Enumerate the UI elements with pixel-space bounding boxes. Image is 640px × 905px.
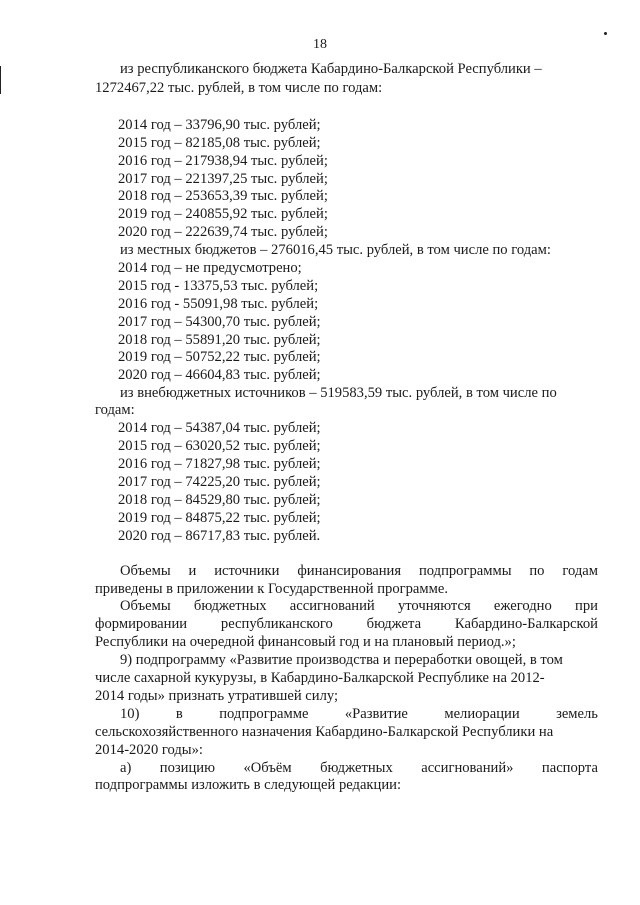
text-line <box>120 598 598 615</box>
text-line: 2020 год – 46604,83 тыс. рублей; <box>118 367 321 383</box>
text-line: 2020 год – 86717,83 тыс. рублей. <box>118 528 321 544</box>
word: источники <box>214 563 280 579</box>
word: а) <box>120 760 132 776</box>
text-line <box>120 760 598 777</box>
text-line: 2019 год – 84875,22 тыс. рублей; <box>118 510 321 526</box>
text-line: 2014-2020 годы»: <box>95 742 203 758</box>
word: подпрограммы <box>418 563 512 579</box>
text-line: 2018 год – 253653,39 тыс. рублей; <box>118 188 328 204</box>
text-line: из местных бюджетов – 276016,45 тыс. рублей, в том числе по годам: <box>120 242 551 258</box>
text-line: годам: <box>95 402 135 418</box>
text-line: из республиканского бюджета Кабардино-Балкарской Республики – <box>120 61 542 77</box>
word: ежегодно <box>493 598 552 614</box>
word: финансирования <box>297 563 402 579</box>
text-line: 2015 год - 13375,53 тыс. рублей; <box>118 278 319 294</box>
text-line: Республики на очередной финансовый год и на плановый период.»; <box>95 634 516 650</box>
text-line: 2014 год – не предусмотрено; <box>118 260 302 276</box>
word: бюджетных <box>193 598 267 614</box>
text-line: 2019 год – 50752,22 тыс. рублей; <box>118 349 321 365</box>
word: паспорта <box>541 760 598 776</box>
word: республиканского <box>220 616 333 632</box>
word: Кабардино-Балкарской <box>454 616 598 632</box>
text-line: 1272467,22 тыс. рублей, в том числе по годам: <box>95 80 383 96</box>
text-line: приведены в приложении к Государственной программе. <box>95 581 448 597</box>
text-line: числе сахарной кукурузы, в Кабардино-Балкарской Республике на 2012- <box>95 670 545 686</box>
text-line: 2016 год – 71827,98 тыс. рублей; <box>118 456 321 472</box>
text-line: 9) подпрограмму «Развитие производства и переработки овощей, в том <box>120 652 563 668</box>
text-line <box>120 706 598 723</box>
text-line: сельскохозяйственного назначения Кабардино-Балкарской Республики на <box>95 724 554 740</box>
text-line: 2015 год – 63020,52 тыс. рублей; <box>118 438 321 454</box>
word: 10) <box>120 706 140 722</box>
text-line: 2016 год – 217938,94 тыс. рублей; <box>118 153 328 169</box>
text-line: 2017 год – 54300,70 тыс. рублей; <box>118 314 321 330</box>
word: бюджета <box>366 616 422 632</box>
word: Объемы <box>120 563 171 579</box>
word: ассигнований <box>289 598 375 614</box>
word: Объемы <box>120 598 171 614</box>
scan-speck <box>604 32 607 35</box>
page-number: 18 <box>313 37 327 52</box>
word: по <box>529 563 545 579</box>
text-line: 2014 годы» признать утратившей силу; <box>95 688 339 704</box>
text-line: 2014 год – 33796,90 тыс. рублей; <box>118 117 321 133</box>
text-line: 2020 год – 222639,74 тыс. рублей; <box>118 224 328 240</box>
word: и <box>188 563 197 579</box>
word: мелиорации <box>444 706 520 722</box>
text-line: 2019 год – 240855,92 тыс. рублей; <box>118 206 328 222</box>
text-line: 2018 год – 55891,20 тыс. рублей; <box>118 332 321 348</box>
text-line: подпрограммы изложить в следующей редакции: <box>95 777 402 793</box>
word: «Развитие <box>344 706 408 722</box>
word: земель <box>556 706 598 722</box>
text-line: 2016 год - 55091,98 тыс. рублей; <box>118 296 319 312</box>
text-line: из внебюджетных источников – 519583,59 тыс. рублей, в том числе по <box>120 385 557 401</box>
word: позицию <box>159 760 216 776</box>
word: при <box>575 598 598 614</box>
text-line: 2017 год – 221397,25 тыс. рублей; <box>118 171 328 187</box>
word: подпрограмме <box>219 706 309 722</box>
text-line <box>95 616 598 633</box>
text-line <box>120 563 598 580</box>
word: годам <box>562 563 598 579</box>
word: ассигнований» <box>421 760 514 776</box>
text-line: 2018 год – 84529,80 тыс. рублей; <box>118 492 321 508</box>
text-line: 2014 год – 54387,04 тыс. рублей; <box>118 420 321 436</box>
word: формировании <box>95 616 188 632</box>
text-line: 2015 год – 82185,08 тыс. рублей; <box>118 135 321 151</box>
word: «Объём <box>243 760 292 776</box>
word: бюджетных <box>320 760 393 776</box>
scan-edge-mark <box>0 66 1 94</box>
word: уточняются <box>397 598 471 614</box>
word: в <box>175 706 183 722</box>
text-line: 2017 год – 74225,20 тыс. рублей; <box>118 474 321 490</box>
